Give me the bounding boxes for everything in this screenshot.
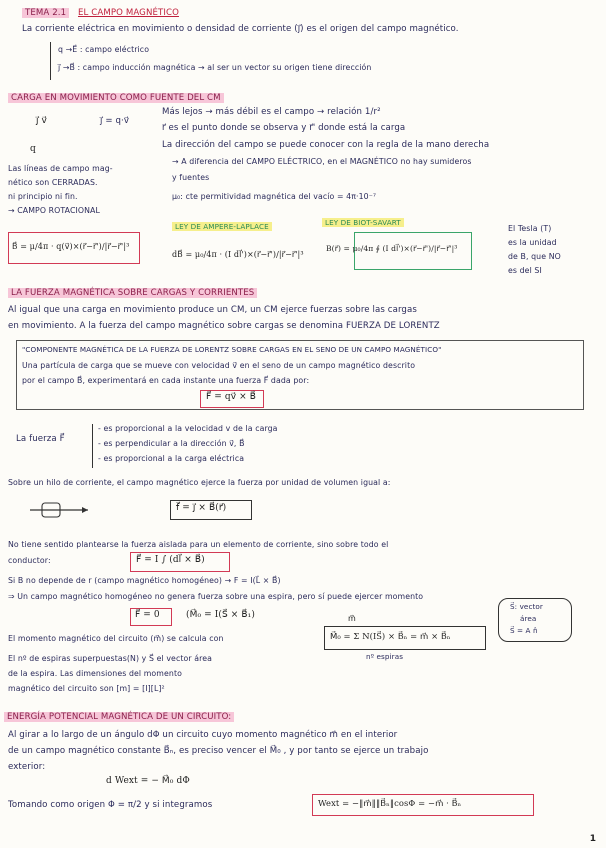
r-line-2: La dirección del campo se puede conocer con la regla de la mano derecha <box>162 140 490 150</box>
j-qv: j⃗ = q·v⃗ <box>100 116 130 126</box>
prop-3: - es proporcional a la carga eléctrica <box>98 454 245 463</box>
n-espiras-label: nº espiras <box>366 652 404 661</box>
m-label: m⃗ <box>348 614 356 623</box>
tesla-3: de B, que NO <box>508 252 561 261</box>
vector-labels: j⃗ v⃗ <box>36 116 47 126</box>
lineas-4: → CAMPO ROTACIONAL <box>8 206 100 215</box>
tesla-2: es la unidad <box>508 238 557 247</box>
nosentido-2: conductor: <box>8 556 51 565</box>
dW-formula: d Wext = − M⃗₀ dΦ <box>106 776 190 786</box>
M0-formula: (M⃗₀ = I(S⃗ × B⃗₁) <box>186 610 255 620</box>
momento-formula: M⃗₀ = Σ N(IS⃗) × B⃗ₙ = m⃗ × B⃗ₙ <box>330 631 451 641</box>
F0-formula: F⃗ = 0 <box>135 610 160 620</box>
momento-3: de la espira. Las dimensiones del momento <box>8 669 182 678</box>
W-formula: Wext = −‖m⃗‖‖B⃗ₙ‖cosΦ = −m⃗ · B⃗ₙ <box>318 798 462 808</box>
laF-label: La fuerza F⃗ <box>16 434 65 444</box>
carga-heading-text: CARGA EN MOVIMIENTO COMO FUENTE DEL CM <box>8 93 224 103</box>
j-B-line: j⃗ →B⃗ : campo inducción magnética → al ser un vector su origen tiene dirección <box>58 63 372 72</box>
lineas-2: nético son CERRADAS. <box>8 178 98 187</box>
f-formula: f⃗ = j⃗ × B⃗(r⃗) <box>176 503 227 513</box>
r-line-1: r⃗ es el punto donde se observa y r⃗' donde está la carga <box>162 123 406 133</box>
tesla-1: El Tesla (T) <box>508 224 552 233</box>
F-formula: F⃗ = qv⃗ × B⃗ <box>206 392 256 402</box>
lorentz-line-3: por el campo B⃗, experimentará en cada instante una fuerza F⃗ dada por: <box>22 376 310 385</box>
biot-label <box>322 218 404 227</box>
fuerza-p1: Al igual que una carga en movimiento produce un CM, un CM ejerce fuerzas sobre las cargas <box>8 305 417 315</box>
diff-line-1: → A diferencia del CAMPO ELÉCTRICO, en el MAGNÉTICO no hay sumideros <box>172 157 472 166</box>
S-note-3: S⃗ = A n̂ <box>510 626 538 635</box>
momento-2: El nº de espiras superpuestas(N) y S⃗ el vector área <box>8 654 213 663</box>
ampere-label <box>172 222 272 231</box>
tomando-line: Tomando como origen Φ = π/2 y si integramos <box>8 800 213 810</box>
lorentz-line-2: Una partícula de carga que se mueve con velocidad v⃗ en el seno de un campo magnético descrito <box>22 361 416 370</box>
fuerza-p2: en movimiento. A la fuerza del campo magnético sobre cargas se denomina FUERZA DE LORENTZ <box>8 321 440 331</box>
carga-heading <box>8 93 224 103</box>
prop-1: - es proporcional a la velocidad v de la carga <box>98 424 278 433</box>
intro-line: La corriente eléctrica en movimiento o densidad de corriente (j⃗) es el origen del campo magnético. <box>22 24 459 34</box>
lineas-3: ni principio ni fin. <box>8 192 78 201</box>
hilo-line: Sobre un hilo de corriente, el campo magnético ejerce la fuerza por unidad de volumen igual a: <box>8 478 391 487</box>
S-note-2: área <box>520 614 537 623</box>
energia-p2: de un campo magnético constante B⃗ₙ, es preciso vencer el M⃗₀ , y por tanto se ejerce un trabajo <box>8 746 429 756</box>
wire-diagram <box>28 496 92 518</box>
homog-line: ⇒ Un campo magnético homogéneo no genera fuerza sobre una espira, pero sí puede ejercer momento <box>8 592 424 601</box>
energia-heading-text: ENERGÍA POTENCIAL MAGNÉTICA DE UN CIRCUITO: <box>4 712 234 722</box>
formula-B: B⃗ = μ/4π · q(v⃗)×(r⃗−r⃗')/|r⃗−r⃗'|³ <box>12 242 130 251</box>
energia-p1: Al girar a lo largo de un ángulo dΦ un circuito cuyo momento magnético m⃗ en el interior <box>8 730 398 740</box>
si-B-line: Si B no depende de r (campo magnético homogéneo) → F = I(L⃗ × B⃗) <box>8 576 281 585</box>
nosentido-1: No tiene sentido plantearse la fuerza aislada para un elemento de corriente, sino sobre todo el <box>8 540 389 549</box>
energia-heading <box>4 712 234 722</box>
lorentz-title: "COMPONENTE MAGNÉTICA DE LA FUERZA DE LORENTZ SOBRE CARGAS EN EL SENO DE UN CAMPO MAGNÉTICO" <box>22 345 442 354</box>
energia-p3: exterior: <box>8 762 46 772</box>
lineas-1: Las líneas de campo mag- <box>8 164 113 173</box>
fuerza-heading-text: LA FUERZA MAGNÉTICA SOBRE CARGAS Y CORRIENTES <box>8 288 257 298</box>
biot-label-text: LEY DE BIOT-SAVART <box>322 218 404 227</box>
prop-2: - es perpendicular a la dirección v⃗, B⃗ <box>98 439 245 448</box>
diff-line-2: y fuentes <box>172 173 210 182</box>
ampere-label-text: LEY DE AMPERE-LAPLACE <box>172 222 272 231</box>
S-note-1: S⃗: vector <box>510 602 543 611</box>
q-E-line: q →E⃗ : campo eléctrico <box>58 45 150 54</box>
tesla-4: es del SI <box>508 266 542 275</box>
momento-4: magnético del circuito son [m] = [I][L]² <box>8 684 165 693</box>
fuerza-heading <box>8 288 257 298</box>
page-number: 1 <box>589 834 596 844</box>
mu0-line: μ₀: cte permitividad magnética del vacío = 4π·10⁻⁷ <box>172 192 377 201</box>
fuerza-brace <box>92 424 93 468</box>
formula-biot: B(r⃗) = μ₀/4π ∮ (I dl⃗')×(r⃗−r⃗')/|r⃗−r⃗'|³ <box>326 244 458 253</box>
lejos-line: Más lejos → más débil es el campo → relación 1/r² <box>162 107 381 117</box>
brace-bar <box>50 42 51 80</box>
charge-label: q <box>30 144 36 154</box>
tema-label: TEMA 2.1 <box>22 8 69 18</box>
F-int-formula: F⃗ = I ∫ (dl⃗ × B⃗) <box>136 555 205 565</box>
momento-1: El momento magnético del circuito (m⃗) se calcula con <box>8 634 224 643</box>
page-title: EL CAMPO MAGNÉTICO <box>78 8 179 18</box>
topic-number <box>22 8 179 18</box>
formula-ampere: dB⃗ = μ₀/4π · (I dl⃗')×(r⃗−r⃗')/|r⃗−r⃗'|³ <box>172 250 304 259</box>
